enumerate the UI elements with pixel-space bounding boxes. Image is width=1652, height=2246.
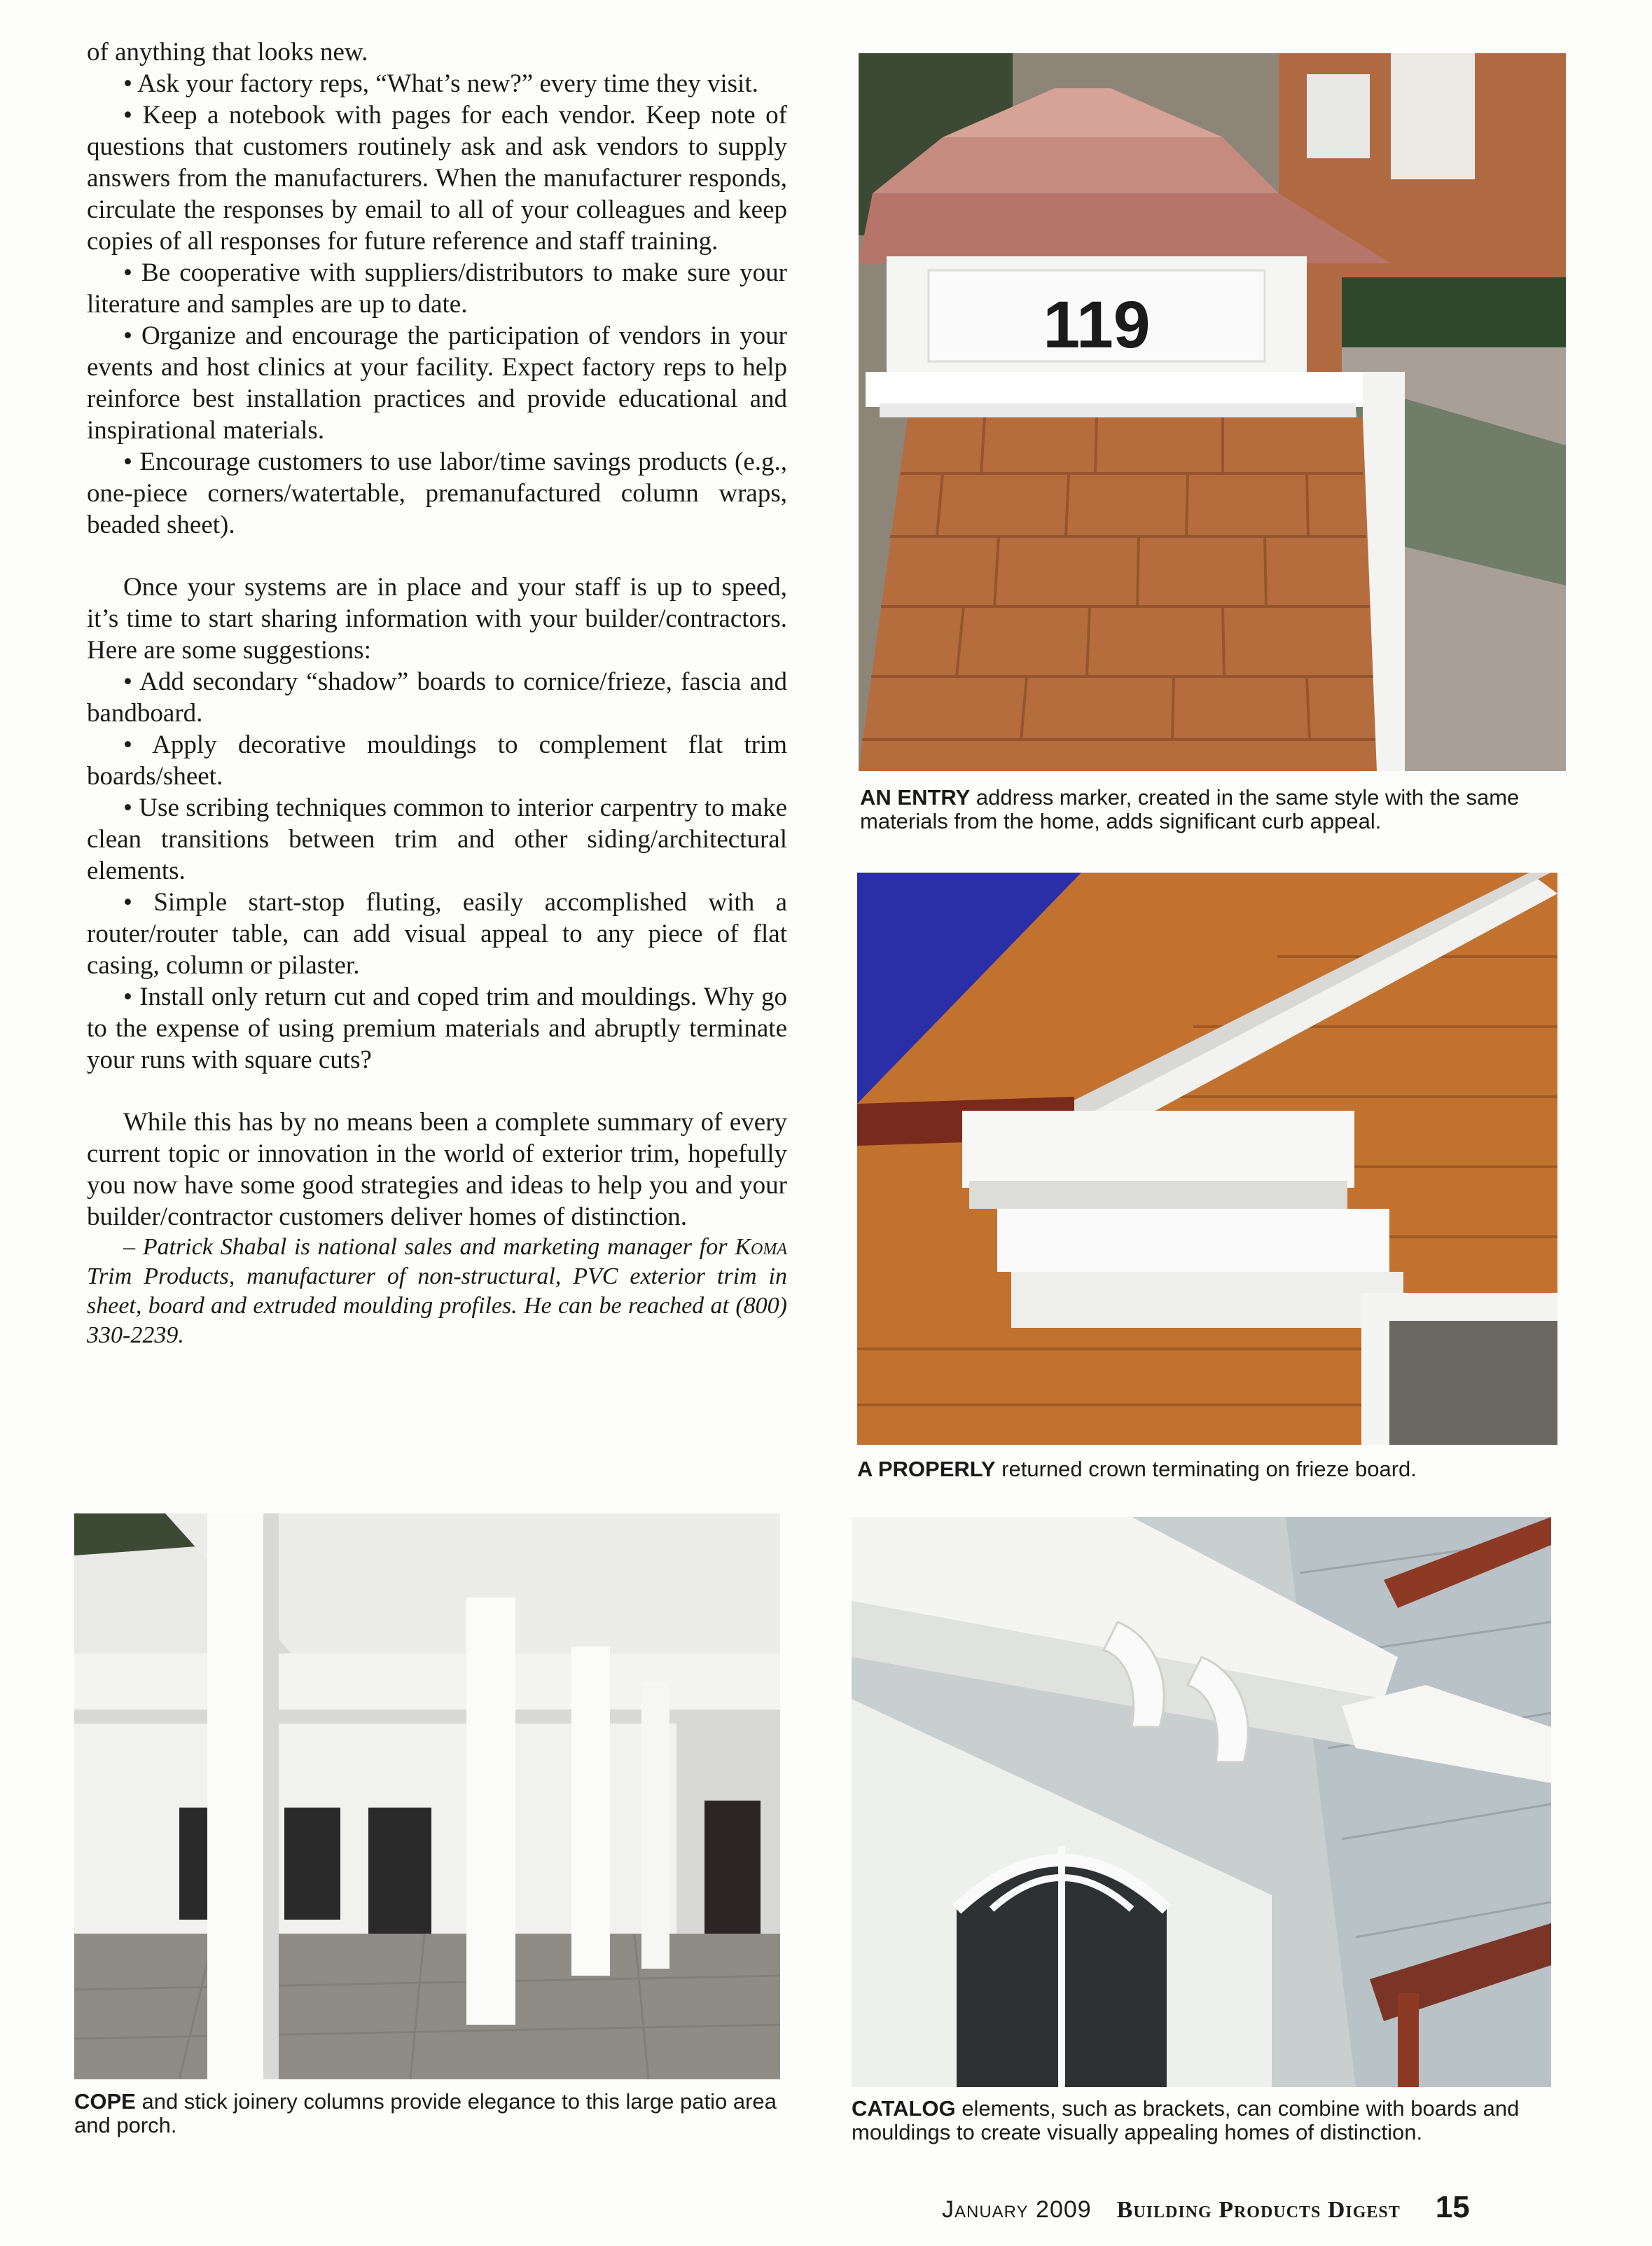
caption-entry: AN ENTRY address marker, created in the same style with the same materials from the home, adds significant curb appeal. bbox=[860, 785, 1520, 833]
article-text bbox=[87, 36, 787, 1350]
page-footer bbox=[942, 2190, 1572, 2229]
author-byline: – Patrick Shabal is national sales and marketing manager for Koma Trim Products, manufacturer of non-structural, PVC exterior trim in sheet, board and extruded moulding profiles. He can be reached at (800) 330-2239. bbox=[87, 1234, 787, 1348]
article-conclusion: While this has by no means been a complete summary of every current topic or innovation in the world of exterior trim, hopefully you now have some good strategies and ideas to help you and your builder/contractor customers deliver homes of distinction. bbox=[87, 1108, 787, 1231]
patio-columns-photo bbox=[74, 1513, 780, 2079]
issue-date: January 2009 bbox=[942, 2196, 1092, 2223]
magazine-name: Building Products Digest bbox=[1116, 2197, 1401, 2223]
bullet-item: • Use scribing techniques common to interior carpentry to make clean transitions between trim and other siding/architectural elements. bbox=[87, 793, 787, 885]
bullet-item: • Simple start-stop fluting, easily accomplished with a router/router table, can add visual appeal to any piece of flat casing, column or pilaster. bbox=[87, 888, 787, 980]
bullet-item: • Install only return cut and coped trim and mouldings. Why go to the expense of using premium materials and abruptly terminate your runs with square cuts? bbox=[87, 983, 787, 1074]
bullet-item: • Encourage customers to use labor/time savings products (e.g., one-piece corners/watertable, premanufactured column wraps, beaded sheet). bbox=[87, 448, 787, 539]
bullet-item: • Apply decorative mouldings to complement flat trim boards/sheet. bbox=[87, 730, 787, 791]
caption-properly: A PROPERLY returned crown terminating on frieze board. bbox=[857, 1457, 1417, 1481]
article-paragraph: Once your systems are in place and your staff is up to speed, it’s time to start sharing information with your builder/contractors. Here are some suggestions: bbox=[87, 573, 787, 665]
article-lead-fragment: of anything that looks new. bbox=[87, 38, 368, 67]
page-number: 15 bbox=[1435, 2190, 1470, 2224]
bullet-item: • Keep a notebook with pages for each vendor. Keep note of questions that customers routinely ask and ask vendors to supply answers from the manufacturers. When the manufacturer responds, circulate the responses by email to all of your colleagues and keep copies of all responses for future reference and staff training. bbox=[87, 101, 787, 256]
house-number: 119 bbox=[1043, 288, 1151, 362]
bullet-item: • Add secondary “shadow” boards to cornice/frieze, fascia and bandboard. bbox=[87, 667, 787, 728]
bullet-item: • Organize and encourage the participation of vendors in your events and host clinics at your facility. Expect factory reps to help reinforce best installation practices and provide educational and inspirational materials. bbox=[87, 321, 787, 445]
entry-marker-photo bbox=[859, 53, 1566, 771]
returned-crown-photo bbox=[857, 873, 1557, 1445]
caption-cope: COPE and stick joinery columns provide elegance to this large patio area and porch. bbox=[74, 2089, 777, 2137]
caption-catalog: CATALOG elements, such as brackets, can combine with boards and mouldings to create visually appealing homes of distinction. bbox=[852, 2096, 1520, 2144]
catalog-brackets-photo bbox=[852, 1517, 1551, 2087]
bullet-item: • Be cooperative with suppliers/distributors to make sure your literature and samples are up to date. bbox=[87, 258, 787, 319]
bullet-item: • Ask your factory reps, “What’s new?” every time they visit. bbox=[123, 69, 758, 98]
